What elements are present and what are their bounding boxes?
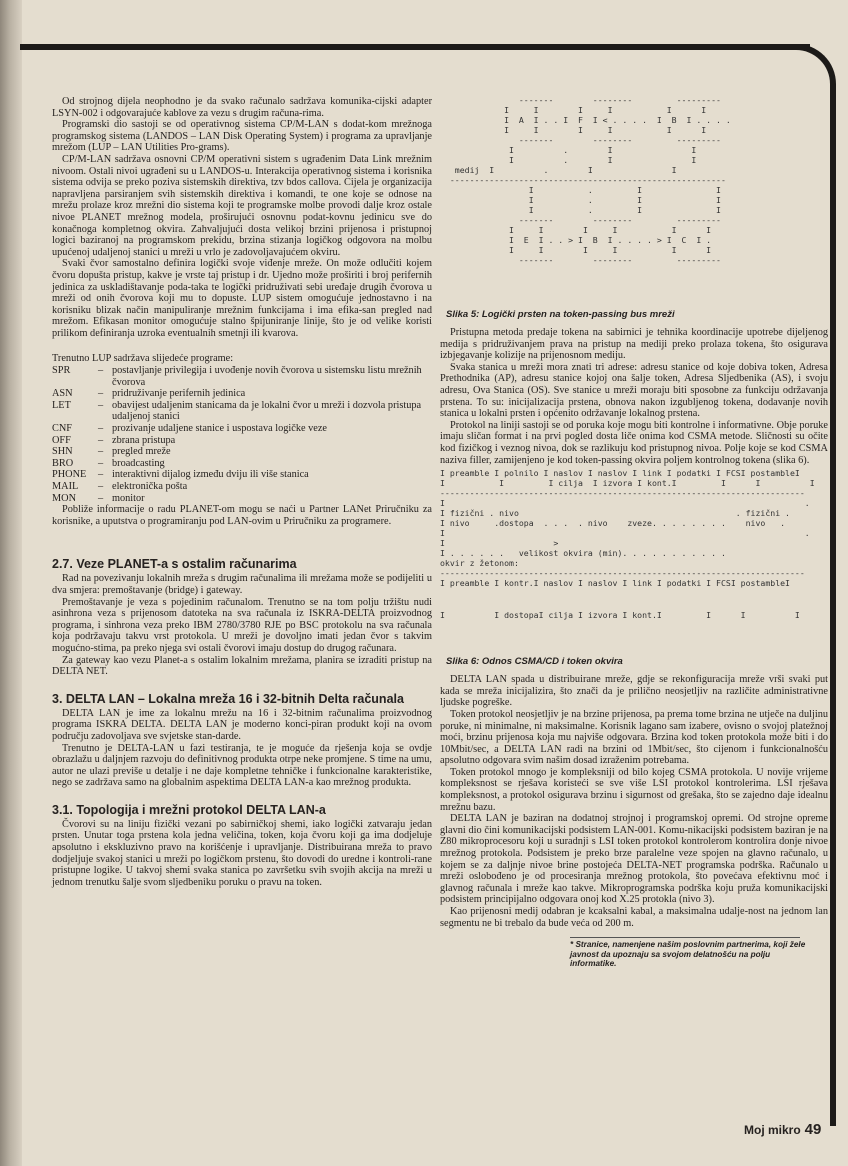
diagram-line: I . [440,498,810,509]
paragraph: Protokol na liniji sastoji se od poruka koje mogu biti kontrolne i informativne. Obje poruke imaju sličan format i na prvi pogled dosta liče onima kod CSMA metode. Sličnosti su očite kod fizičkog i veznog nivoa, dok se razlikuju kod pristupnog nivoa. Polje koje se kod CSMA naziva filler, zamijenjeno je kod token-passing okvira poljem kontrolnog tokena (slika 6). [440,419,828,466]
footnote: * Stranice, namenjene našim poslovnim partnerima, koji žele javnost da upoznaju sa svojom delatnošću na polju informatike. [570,940,806,969]
lup-command: LET [52,399,71,411]
figure-6-caption: Slika 6: Odnos CSMA/CD i token okvira [446,656,623,668]
figure-6-frame-diagram [440,468,828,606]
diagram-line: I I dostopaI cilja I izvora I kont.I I I I [440,610,800,621]
figure-5-caption: Slika 5: Logički prsten na token-passing bus mreži [446,309,675,320]
diagram-line: I . [440,528,810,539]
diagram-line: I I I I I I [440,105,707,115]
diagram-line: I > [440,538,559,549]
paragraph: Čvorovi su na liniju fizički vezani po sabirničkoj shemi, iako logički zatvaraju jedan prsten. Unutar toga prstena kola jedna veličina, token, koja čvoru koji ga ima dodjeluje apsolutno i ekskluzivno pravo na korišćenje i upravljanje. Distribuirana mreža to pravo dodjeljuje svakoj stanici u mreži po logičkom prstenu, što dovodi do uredne i kontroli-rane pristupne logike. U takvoj shemi svaka stanica po završetku svih svojih akcija na mreži u jednom trenutku šalje svom sljedbeniku poruku o pravu na token. [52,818,432,888]
paragraph: Token protokol neosjetljiv je na brzine prijenosa, pa prema tome brzina ne utječe na duljinu poruke, ni minimalne, ni maksimalne. Korisnik lagano sam izabere, ovisno o svojoj platežnoj moći, brzinu prijenosa koja mu najviše odgovara. Brzina kod token protokola može biti i do 10Mbit/sec, a DELTA LAN radi na brzini od 1Mbit/sec, što cijenom i funkcionalnošću apsolutno odgovara svim našim dosad izraženim potrebama. [440,708,828,767]
diagram-line: I preamble I kontr.I naslov I naslov I link I podatki I FCSI postambleI [440,578,790,589]
diagram-line: ------- -------- --------- [440,255,721,265]
list-item: CNF – prozivanje udaljene stanice i uspostava logičke veze [52,423,432,435]
diagram-line: I . I I [440,145,697,155]
diagram-line: ------- -------- --------- [440,215,721,225]
lup-description: interaktivni dijalog između dviju ili više stanica [112,469,309,481]
paragraph: DELTA LAN je baziran na dodatnoj strojnoj i programskoj opremi. Od strojne opreme glavni dio čini komunikacijski podsistem LAN-001. Komu-nikacijski podsistem baziran je na Z80 mikroprocesoru koji u suradnji s LSI token protokol kontrolerom kontrolira donje nivoe mrežnog protokola. Podsistem je preko brze paralelne veze spojen na glavno računalo, u kojem se za daljnje nivoe brine postojeća DELTA-NET programska podrška. Računalo u mreži oslobođeno je od procesiranja mrežnog protokola, što povećava efektivnu moć i glavnog računala i mreže kao takve. Mikroprogramska podrška koju pruža komunikacijski podsistem principijalno odgovara onoj kod X.25 protokla (nivo 3). [440,813,828,906]
magazine-name: Moj mikro [744,1123,801,1137]
section-heading-2-7: 2.7. Veze PLANET-a s ostalim računarima [52,557,297,572]
paragraph: Svaka stanica u mreži mora znati tri adrese: adresu stanice od koje dobiva token, Adresa Prethodnika (AP), adresu stanice kojoj ona šalje token, Adresa Sljedbenika (AS), i svoju adresu, Ova Stanica (OS). Sve stanice u mreži moraju biti sposobne za funkciju održavanja prstena. To su: inicijalizacija prstena, obnova nakon izgubljenog tokena, dodavanje novih stanica u lokalni prsten i općenito održavanje lokalnog prstena. [440,361,828,420]
diagram-line: I I I cilja I izvora I kont.I I I I [440,478,815,489]
diagram-line: medij I . I I [440,165,677,175]
list-item: SHN – pregled mreže [52,446,432,458]
list-item: OFF – zbrana pristupa [52,435,432,447]
diagram-line: okvir z žetonom: [440,558,519,569]
diagram-line: I . I I [440,185,721,195]
lup-description: prozivanje udaljene stanice i uspostava logičke veze [112,423,328,435]
paragraph: Kao prijenosni medij odabran je kcaksalni kabal, a maksimalna udalje-nost na jednom lan segmentu ne bi trebalo da bude veća od 200 m. [440,906,828,929]
diagram-line: I . I I [440,155,697,165]
list-item: SPR – postavljanje privilegija i uvođenje novih čvorova u sistemsku listu mrežnih čvorova [52,365,432,388]
footnote-rule [570,937,800,938]
paragraph: DELTA LAN je ime za lokalnu mrežu na 16 i 32-bitnim računalima proizvodnog programa ISKRA DELTA. DELTA LAN je moderno konci-piran produkt koji na ovom području zadovoljava sve svjetske stan-darde. [52,707,432,742]
figure-6-token-frame [440,610,828,654]
right-column [440,95,828,969]
diagram-line: I . . . . . . velikost okvira (min). . . . . . . . . . . [440,548,726,559]
diagram-line: I . I I [440,205,721,215]
lup-description: elektronička pošta [112,481,188,492]
lup-description: obavijest udaljenim stanicama da je lokalni čvor u mreži i dozvola pristupa udaljenoj stanici [112,399,422,423]
list-item: ASN – pridruživanje perifernih jedinica [52,388,432,400]
page-footer [744,1121,821,1138]
diagram-line: ------- -------- --------- [440,95,721,105]
paragraph: Premoštavanje je veza s pojedinim računalom. Trenutno se na tom polju tržištu nudi asinhrona veza s prijenosom datoteka na sva računala iz ISKRA-DELTA proizvodnog programa, i sinhrona veza preko IBM 2780/3780 RJE po BSC protokolu na sva računala koja podržavaju takvu vrst protokola. U mreži je dovoljno imati jedan čvor s takvim mogućno-stima, pa preko njega svi ostali čvorovi imaju dostup do drugog računara. [52,596,432,654]
page-number: 49 [804,1121,822,1138]
lup-command: ASN [52,388,73,400]
lup-command: PHONE [52,469,87,481]
paragraph: Za gateway kao vezu Planet-a s ostalim lokalnim mrežama, planira se izraditi pristup na DELTA NET. [52,654,432,678]
diagram-line: I nivo .dostopa . . . . nivo zveze. . . . . . . . nivo . [440,518,786,529]
paragraph: Token protokol mnogo je kompleksniji od bilo kojeg CSMA protokola. U novije vrijeme kompleksnost se rješava koristeći se sve više LSI protokol kontrolerima. LSI rješava kompleksnost, a protokol osigurava brzinu i sigurnost od grešaka, što se zajedno daje idealnu mrežnu bazu. [440,766,828,813]
diagram-line: I E I . . > I B I . . . . > I C I . [440,235,712,245]
diagram-line: I I I I I I [440,125,707,135]
paragraph: Svaki čvor samostalno definira logički svoje viđenje mreže. On može odlučiti kojem čvoru dopušta pristup, kakve je vrste taj pristup i dr. Ujedno može proširiti i broj perifernih jedinica za uskladištavanje poda-taka te logički pridruživati sebi uređaje drugih čvorova u mreži od onih čvorova koji mu to dopuste. LUP sistem omogućuje jednostavno i na korisniku blizak način manipuliranje mrežnim funkcijama i ima efika-san pregled nad mrežom. Efikasan monitor omogućuje stalno špijuniranje linije, što je od velike koristi prilikom definiranja uzroka eventualnih smetnji ili kvarova. [52,258,432,339]
diagram-line: -------------------------------------------------------------------------- [440,568,805,579]
lup-description: postavljanje privilegija i uvođenje novih čvorova u sistemsku listu mrežnih čvorova [112,365,422,388]
diagram-line: I fizični . nivo . fizični . [440,508,790,519]
paragraph: Rad na povezivanju lokalnih mreža s drugim računalima ili mrežama može se podijeliti u dva smjera: premoštavanje (bridge) i gateway. [52,573,432,596]
diagram-line: I I I I I I [440,245,712,255]
diagram-line: I I I I I I [440,225,712,235]
diagram-line: I . I I [440,195,721,205]
left-column [52,96,432,888]
lup-command: SPR [52,365,71,377]
lup-description: monitor [112,492,145,504]
lup-command: MON [52,492,77,504]
lup-list-title: Trenutno LUP sadržava slijedeće programe: [52,353,234,365]
lup-command: SHN [52,446,73,458]
list-item: MAIL – elektronička pošta [52,481,432,493]
lup-program-list [52,365,432,504]
paragraph: CP/M-LAN sadržava osnovni CP/M operativni sistem s ugrađenim Data Link mrežnim nivoom. Ostali nivoi ugrađeni su u LANDOS-u. Interakcija operativnog sistema i korisnika sistema odvija se preko poziva sistemskih direktiva, tzv bdos callova. Cijela je organizacija napravljena parsiranjem svih sistemskih direktiva i komandi, te one koje se odnose na mrežu prolaze kroz mrežni dio sistema koji te programske molbe provodi dalje kroz ostale nivoe PLANET mrežnog modela, proširujući osnovnu podat-kovnu jedinicu sve do konačnoga kompletnog okvira. Zahvaljujući dosta velikoj brzini prijenosa i pristupnoj logici baziranoj na programskom prekidu, brzina stizanja logičkog odgovora na molbu upućenoj udaljenoj stanici u mreži u vrlo je zadovoljavajućem okviru. [52,153,432,258]
diagram-line: I A I . . I F I < . . . . I B I . . . . [440,115,731,125]
page-binding-shadow [0,0,22,1166]
frame-rounded-corner [790,44,836,90]
frame-top-rule [20,44,810,50]
list-item: LET – obavijest udaljenim stanicama da je lokalni čvor u mreži i dozvola pristupa udaljenoj stanici [52,400,432,423]
lup-description: zbrana pristupa [112,434,176,446]
paragraph: Od strojnog dijela neophodno je da svako računalo sadržava komunika-cijski adapter LSYN-002 i odgovarajuće kablove za vezu s drugim računa-rima. [52,96,432,119]
paragraph: Pristupna metoda predaje tokena na sabirnici je tehnika koordinacije upotrebe dijeljenog medija s pridruživanjem prava na pristup na mediji preko prolaza tokena, što osigurava izbjegavanje kolizije na prijenosnom mediju. [440,327,828,362]
lup-description: pridruživanje perifernih jedinica [112,388,246,400]
diagram-line: I preamble I polnilo I naslov I naslov I link I podatki I FCSI postambleI [440,468,800,479]
list-item: PHONE – interaktivni dijalog između dviju ili više stanica [52,469,432,481]
paragraph: DELTA LAN spada u distribuirane mreže, gdje se rekonfiguracija mreže vrši svaki put kada se mreža inicijalizira, što znači da je prilično neosjetljiv na različite administrativne ljudske pogreške. [440,674,828,709]
diagram-line: -------------------------------------------------------- [440,175,726,185]
list-item: BRO – broadcasting [52,458,432,470]
paragraph: Programski dio sastoji se od operativnog sistema CP/M-LAN s dodat-kom mrežnoga programskog sistema (LANDOS – LAN Disk Operating System) i programa za upravljanje mrežom (LUP – LAN Utilities Pro-grams). [52,119,432,154]
section-heading-3-1: 3.1. Topologija i mrežni protokol DELTA LAN-a [52,802,326,817]
paragraph: Trenutno je DELTA-LAN u fazi testiranja, te je moguće da rješenja koja se ovdje obrazlažu u daljnjem razvoju do definitivnog produkta otrpe neke promjene. S time na umu, autor ne ulazi previše u detalje i ne daje kompletne tehničke i funkcionalne karakteristike, nego se zadržava samo na globalnim aspektima DELTA LAN-a kao mrežnog produkta. [52,742,432,789]
figure-5-token-ring-diagram [440,95,828,307]
list-item: MON – monitor [52,493,432,505]
lup-command: BRO [52,457,74,469]
diagram-line: -------------------------------------------------------------------------- [440,488,805,499]
lup-command: OFF [52,434,71,446]
lup-description: pregled mreže [112,446,171,458]
frame-right-rule [830,86,836,1126]
lup-command: MAIL [52,481,79,492]
section-heading-3: 3. DELTA LAN – Lokalna mreža 16 i 32-bitnih Delta računala [52,691,404,706]
lup-command: CNF [52,423,73,435]
lup-description: broadcasting [112,457,165,469]
diagram-line: ------- -------- --------- [440,135,721,145]
paragraph: Pobliže informacije o radu PLANET-om mogu se naći u Partner LANet Priručniku za korisnike, a uputstva o programiranju pod LAN-ovim u Priručniku za programere. [52,504,432,527]
